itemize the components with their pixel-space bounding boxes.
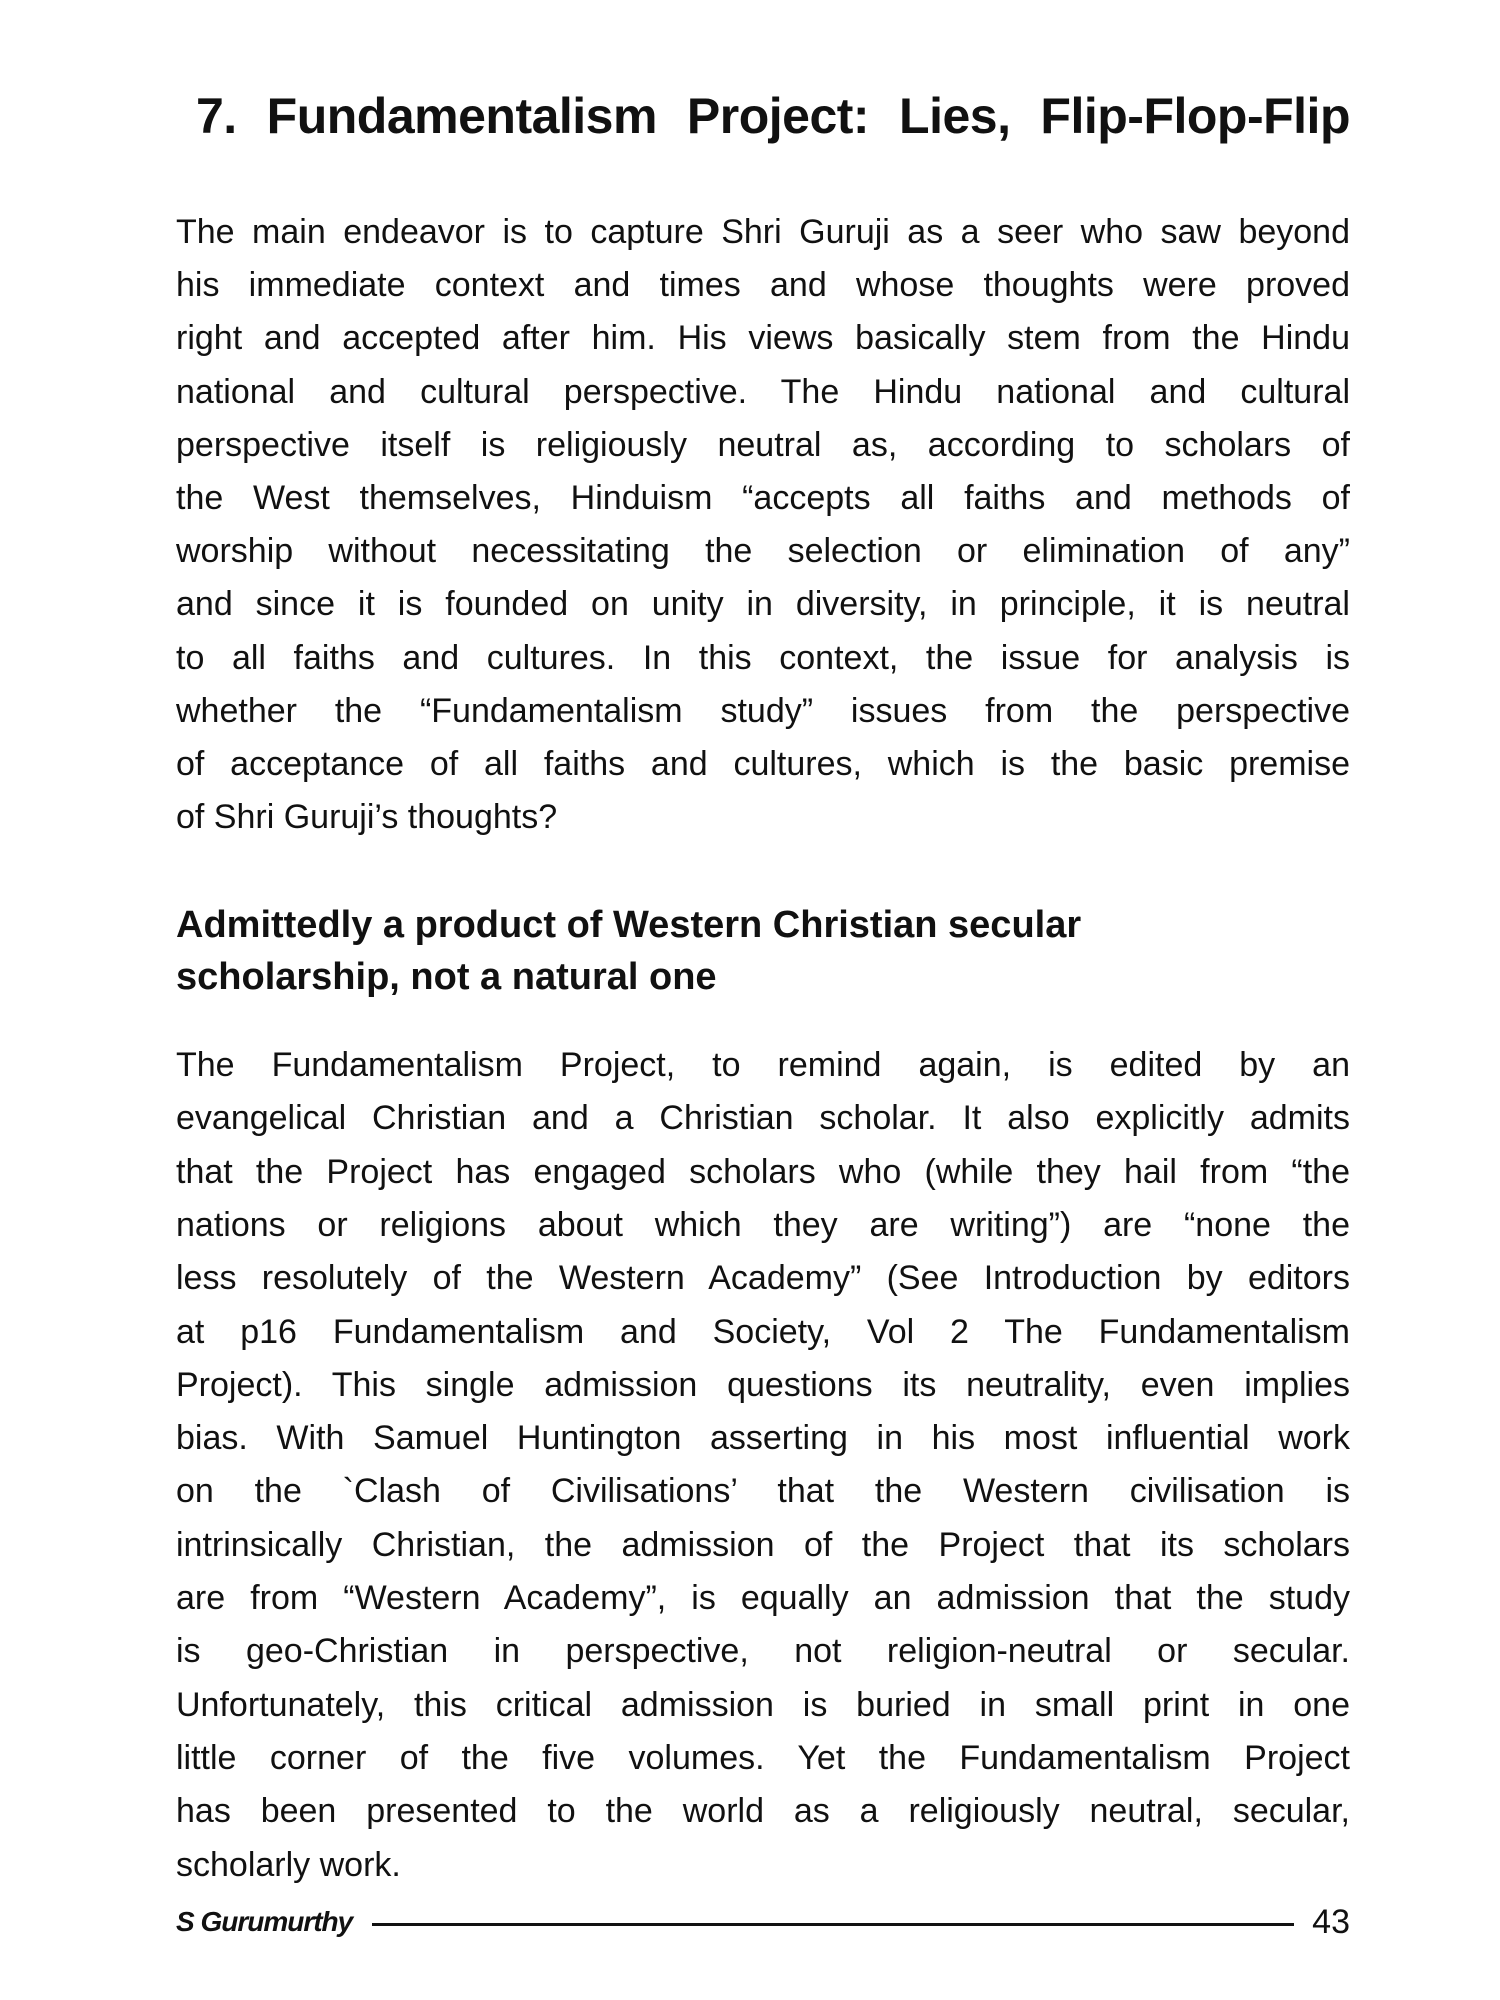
section-heading-line: Admittedly a product of Western Christian secular: [176, 904, 1082, 946]
paragraph-1-line: to all faiths and cultures. In this context, the issue for analysis is: [176, 638, 1350, 677]
chapter-title: 7. Fundamentalism Project: Lies, Flip-Flop-Flip: [196, 88, 1350, 144]
paragraph-2-line: little corner of the five volumes. Yet the Fundamentalism Project: [176, 1738, 1350, 1777]
paragraph-2-line: has been presented to the world as a religiously neutral, secular,: [176, 1792, 1350, 1831]
paragraph-2-line: bias. With Samuel Huntington asserting in his most influential work: [176, 1419, 1350, 1458]
paragraph-2-line: Project). This single admission questions its neutrality, even implies: [176, 1365, 1350, 1404]
paragraph-1-line: of Shri Guruji’s thoughts?: [176, 798, 558, 837]
paragraph-2-line: less resolutely of the Western Academy” (See Introduction by editors: [176, 1259, 1350, 1298]
paragraph-2-line: are from “Western Academy”, is equally an admission that the study: [176, 1579, 1350, 1617]
paragraph-2-line: Unfortunately, this critical admission is buried in small print in one: [176, 1685, 1350, 1724]
paragraph-1-line: and since it is founded on unity in diversity, in principle, it is neutral: [176, 585, 1350, 624]
paragraph-1-line: right and accepted after him. His views basically stem from the Hindu: [176, 319, 1350, 358]
paragraph-1-line: The main endeavor is to capture Shri Guruji as a seer who saw beyond: [176, 213, 1350, 251]
paragraph-2-line: nations or religions about which they are writing”) are “none the: [176, 1205, 1350, 1244]
paragraph-1-line: whether the “Fundamentalism study” issues from the perspective: [176, 691, 1350, 730]
paragraph-1-line: perspective itself is religiously neutral as, according to scholars of: [176, 425, 1350, 464]
footer-rule: [372, 1923, 1294, 1926]
page-number: 43: [1312, 1902, 1350, 1941]
paragraph-2-line: evangelical Christian and a Christian scholar. It also explicitly admits: [176, 1099, 1350, 1138]
paragraph-2-line: intrinsically Christian, the admission of the Project that its scholars: [176, 1525, 1350, 1564]
paragraph-1-line: worship without necessitating the selection or elimination of any”: [176, 532, 1350, 571]
paragraph-2-line: that the Project has engaged scholars who (while they hail from “the: [176, 1152, 1350, 1191]
section-heading-line: scholarship, not a natural one: [176, 956, 717, 998]
paragraph-2-line: is geo-Christian in perspective, not religion-neutral or secular.: [176, 1632, 1350, 1671]
paragraph-2-line: The Fundamentalism Project, to remind again, is edited by an: [176, 1046, 1350, 1084]
paragraph-2-line: at p16 Fundamentalism and Society, Vol 2 The Fundamentalism: [176, 1312, 1350, 1351]
paragraph-1-line: of acceptance of all faiths and cultures, which is the basic premise: [176, 745, 1350, 783]
paragraph-2-line: scholarly work.: [176, 1845, 401, 1884]
paragraph-1-line: national and cultural perspective. The Hindu national and cultural: [176, 372, 1350, 411]
paragraph-1-line: his immediate context and times and whose thoughts were proved: [176, 266, 1350, 305]
page-footer: [176, 1900, 1350, 1944]
paragraph-2-line: on the `Clash of Civilisations’ that the Western civilisation is: [176, 1472, 1350, 1511]
footer-author: S Gurumurthy: [176, 1906, 353, 1937]
paragraph-1-line: the West themselves, Hinduism “accepts all faiths and methods of: [176, 479, 1350, 517]
